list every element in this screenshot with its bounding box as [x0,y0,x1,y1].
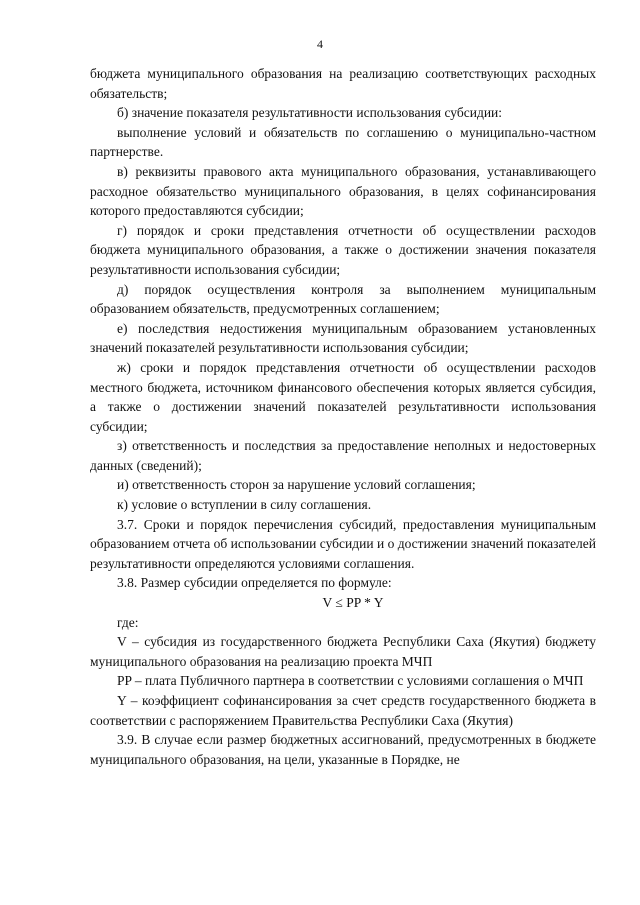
paragraph: и) ответственность сторон за нарушение условий соглашения; [117,477,476,493]
paragraph: д) порядок осуществления контроля за выполнением муниципальным образованием обязательств, предусмотренных соглашением; [90,281,596,317]
paragraph: 3.9. В случае если размер бюджетных ассигнований, предусмотренных в бюджете муниципального образования, на цели, указанные в Порядке, не [90,732,596,767]
paragraph: Y – коэффициент софинансирования за счет средств государственного бюджета в соответствии с распоряжением Правительства Республики Саха (Якутия) [90,693,596,728]
paragraph: бюджета муниципального образования на реализацию соответствующих расходных обязательств; [90,66,596,101]
paragraph: г) порядок и сроки представления отчетности об осуществлении расходов бюджета муниципального образования, а также о достижении значения показателя результативности использования субсидии; [90,222,596,277]
paragraph: выполнение условий и обязательств по соглашению о муниципально-частном партнерстве. [90,124,596,160]
paragraph: V – субсидия из государственного бюджета Республики Саха (Якутия) бюджету муниципального образования на реализацию проекта МЧП [90,634,596,669]
paragraph: в) реквизиты правового акта муниципального образования, устанавливающего расходное обязательство муниципального образования, в целях софинансирования которого предоставляются субсидии; [90,163,596,219]
document-body [90,64,596,769]
paragraph: 3.8. Размер субсидии определяется по формуле: [117,575,392,591]
paragraph: б) значение показателя результативности использования субсидии: [117,105,503,121]
paragraph: е) последствия недостижения муниципальным образованием установленных значений показателей результативности использования субсидии; [90,320,596,356]
paragraph: где: [117,614,139,630]
page-number: 4 [317,37,323,51]
paragraph: к) условие о вступлении в силу соглашения. [117,497,372,513]
formula: V ≤ PP * Y [322,595,384,611]
paragraph: 3.7. Сроки и порядок перечисления субсидий, предоставления муниципальным образованием отчета об использовании субсидии и о достижении значений показателей результативности определяются условиями соглашения. [90,516,596,571]
paragraph: з) ответственность и последствия за предоставление неполных и недостоверных данных (сведений); [90,438,596,473]
paragraph: PP – плата Публичного партнера в соответствии с условиями соглашения о МЧП [117,673,584,689]
paragraph: ж) сроки и порядок представления отчетности об осуществлении расходов местного бюджета, источником финансового обеспечения которых является субсидия, а также о достижении значений показателей результативности использования субсидии; [90,359,596,434]
